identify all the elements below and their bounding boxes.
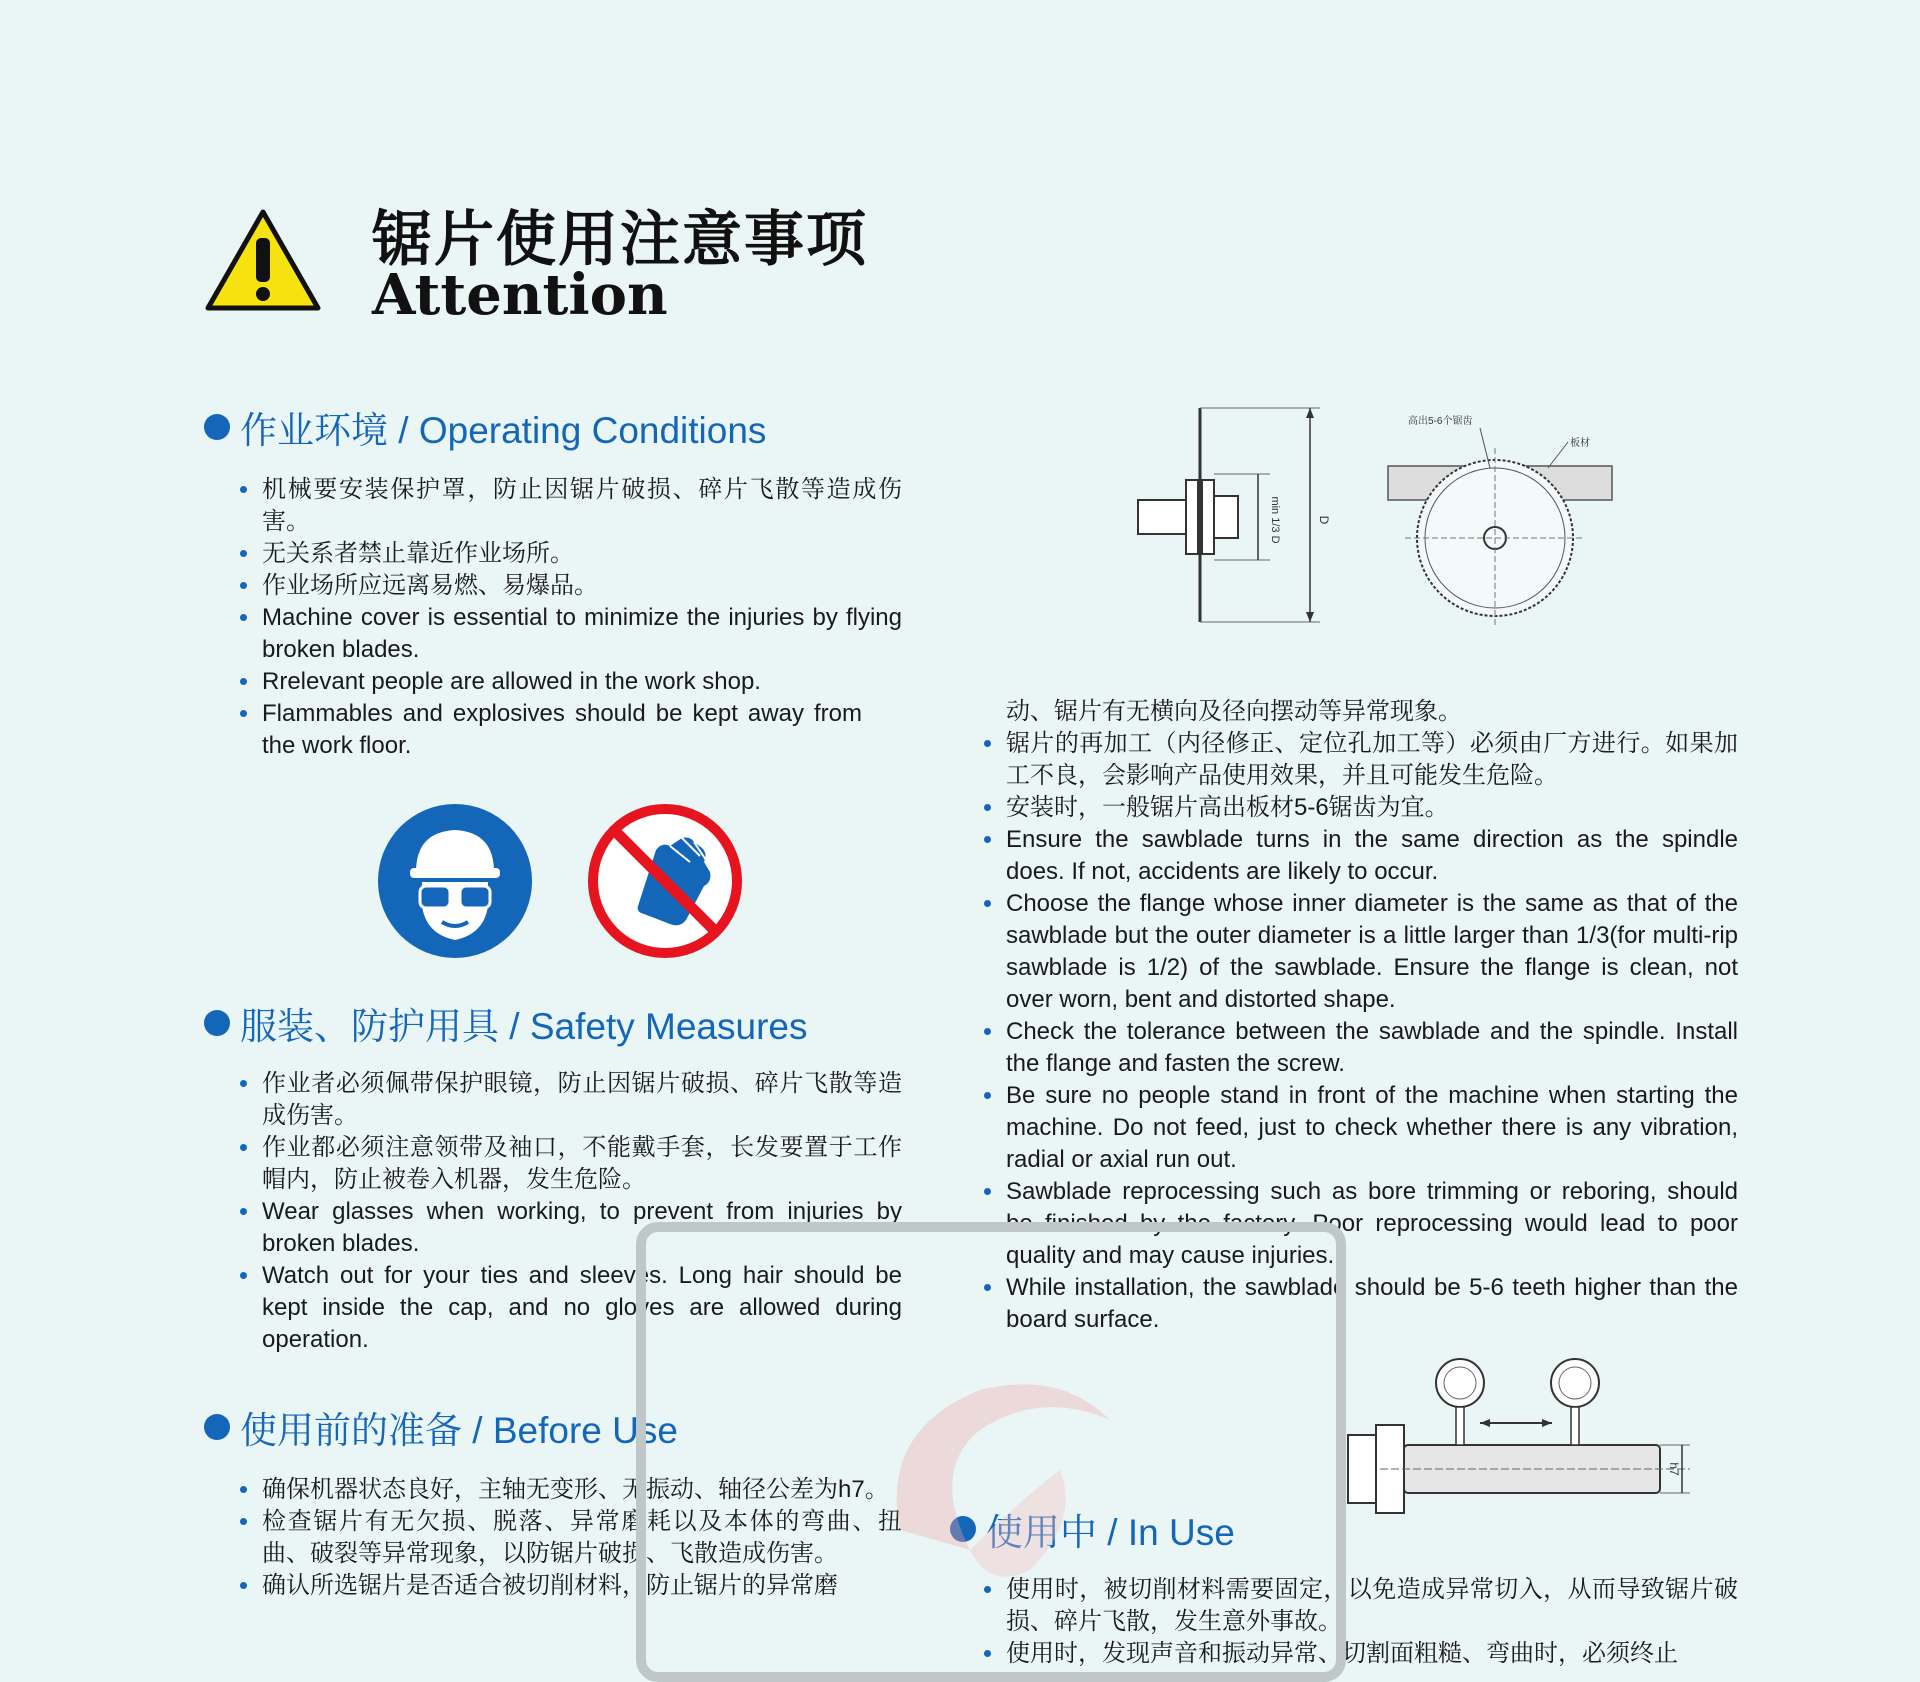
- right-continuation: [980, 696, 1738, 728]
- list-item: 锯片的再加工（内径修正、定位孔加工等）必须由厂方进行。如果加工不良，会影响产品使用效果，并且可能发生危险。: [980, 728, 1738, 792]
- bullet-dot-icon: [204, 1010, 230, 1036]
- list-item: 作业场所应远离易燃、易爆品。: [236, 570, 902, 602]
- operating-list: [236, 474, 902, 762]
- list-item: Watch out for your ties and sleeves. Long hair should be kept inside the cap, and no gloves are allowed during operation.: [236, 1260, 902, 1356]
- spindle-gauge-diagram: [1340, 1345, 1700, 1525]
- section-heading-text: 使用中 / In Use: [986, 1512, 1235, 1553]
- page-title-en: Attention: [372, 262, 668, 328]
- list-item: 使用时，发现声音和振动异常、切割面粗糙、弯曲时，必须终止: [980, 1638, 1738, 1670]
- helmet-goggles-icon: [376, 802, 534, 960]
- list-item: 确认所选锯片是否适合被切削材料，防止锯片的异常磨: [236, 1570, 902, 1602]
- list-item: 安装时，一般锯片高出板材5-6锯齿为宜。: [980, 792, 1738, 824]
- list-item: 确保机器状态良好，主轴无变形、无振动、轴径公差为h7。: [236, 1474, 902, 1506]
- blade-board-label: 板材: [1570, 438, 1590, 449]
- section-heading-text: 作业环境 / Operating Conditions: [240, 410, 767, 451]
- list-item: 无关系者禁止靠近作业场所。: [236, 538, 902, 570]
- list-item: Check the tolerance between the sawblade and the spindle. Install the flange and fasten the screw.: [980, 1016, 1738, 1080]
- list-item: Flammables and explosives should be kept away from the work floor.: [236, 698, 862, 762]
- bullet-dot-icon: [204, 1414, 230, 1440]
- section-heading-before-use: [204, 1400, 678, 1454]
- flange-min-label: min 1/3 D: [1269, 496, 1281, 544]
- list-item: 作业者必须佩带保护眼镜，防止因锯片破损、碎片飞散等造成伤害。: [236, 1068, 902, 1132]
- list-item: Sawblade reprocessing such as bore trimming or reboring, should be finished by the factory. Poor reprocessing would lead to poor quality and may cause injuries.: [980, 1176, 1738, 1272]
- flange-diagram: [1130, 400, 1340, 630]
- list-item: 使用时，被切削材料需要固定，以免造成异常切入，从而导致锯片破损、碎片飞散，发生意外事故。: [980, 1574, 1738, 1638]
- list-item: Machine cover is essential to minimize the injuries by flying broken blades.: [236, 602, 902, 666]
- blade-teeth-label: 高出5-6个锯齿: [1408, 416, 1473, 427]
- spindle-h7-label: h7: [1667, 1462, 1681, 1476]
- list-item: 检查锯片有无欠损、脱落、异常磨耗以及本体的弯曲、扭曲、破裂等异常现象，以防锯片破损、飞散造成伤害。: [236, 1506, 902, 1570]
- watermark-logo-icon: [860, 1350, 1140, 1600]
- section-heading-text: 服装、防护用具 / Safety Measures: [240, 1006, 808, 1047]
- list-item: Choose the flange whose inner diameter is the same as that of the sawblade but the outer diameter is a little larger than 1/3(for multi-rip sawblade is 1/2) of the sawblade. Ensure the flange is clean, not over worn, bent and distorted shape.: [980, 888, 1738, 1016]
- page-title-zh: 锯片使用注意事项: [372, 206, 868, 273]
- list-item: Be sure no people stand in front of the machine when starting the machine. Do not feed, just to check whether there is any vibration, radial or axial run out.: [980, 1080, 1738, 1176]
- flange-d-label: D: [1317, 515, 1331, 525]
- list-item: 机械要安装保护罩，防止因锯片破损、碎片飞散等造成伤害。: [236, 474, 902, 538]
- list-item: Rrelevant people are allowed in the work shop.: [236, 666, 902, 698]
- warning-triangle-icon: [204, 208, 322, 312]
- section-heading-text: 使用前的准备 / Before Use: [240, 1410, 678, 1451]
- section-heading-operating: [204, 400, 766, 454]
- bullet-dot-icon: [204, 414, 230, 440]
- list-item: Wear glasses when working, to prevent from injuries by broken blades.: [236, 1196, 902, 1260]
- list-item: 作业都必须注意领带及袖口，不能戴手套，长发要置于工作帽内，防止被卷入机器，发生危险。: [236, 1132, 902, 1196]
- list-item: Ensure the sawblade turns in the same direction as the spindle does. If not, accidents are likely to occur.: [980, 824, 1738, 888]
- no-gloves-icon: [586, 802, 744, 960]
- continuation-text: 动、锯片有无横向及径向摆动等异常现象。: [1006, 698, 1462, 725]
- list-item: While installation, the sawblade should be 5-6 teeth higher than the board surface.: [980, 1272, 1738, 1336]
- blade-board-diagram: [1380, 408, 1620, 628]
- section-heading-safety: [204, 996, 807, 1050]
